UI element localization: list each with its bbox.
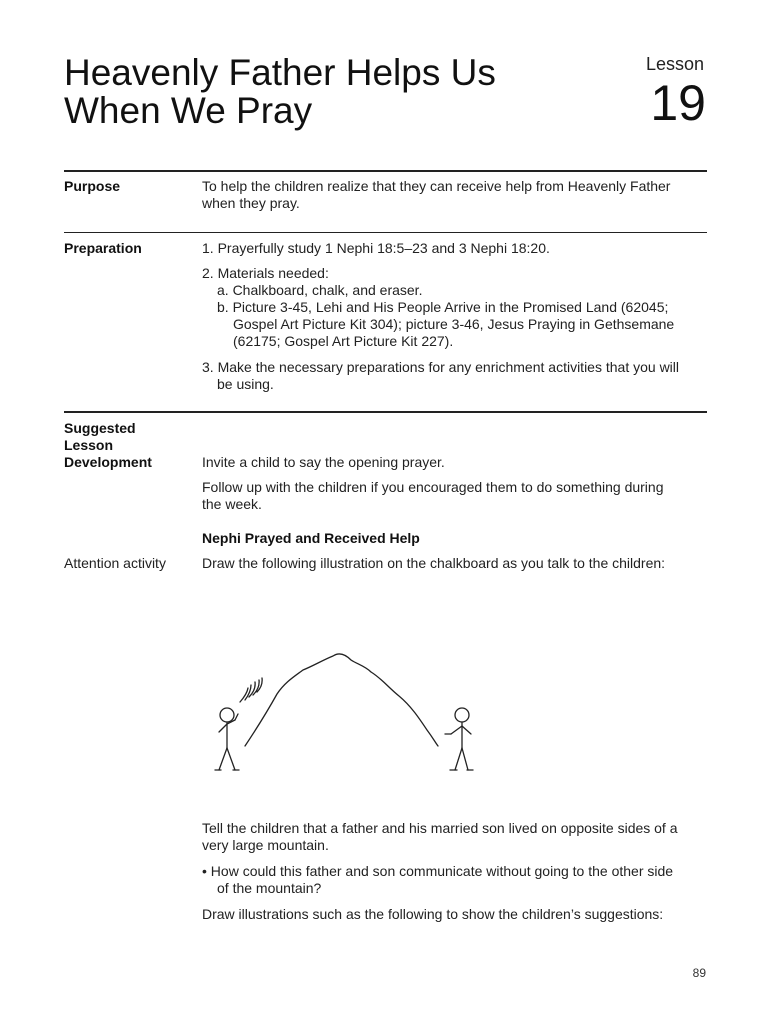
purpose-label: Purpose bbox=[64, 178, 121, 194]
materials-item: a. Chalkboard, chalk, and eraser. bbox=[217, 282, 423, 298]
discussion-question bbox=[202, 863, 702, 897]
materials-item-continued: Gospel Art Picture Kit 304); picture 3-46, Jesus Praying in Gethsemane bbox=[233, 316, 675, 332]
preparation-list bbox=[202, 240, 702, 393]
mountain-illustration bbox=[205, 640, 485, 780]
story-text-line: very large mountain. bbox=[202, 837, 329, 853]
purpose-text bbox=[202, 178, 702, 212]
purpose-text-line: when they pray. bbox=[202, 195, 300, 211]
followup-text-line: the week. bbox=[202, 496, 262, 512]
preparation-item: 3. Make the necessary preparations for any enrichment activities that you will bbox=[202, 359, 680, 375]
section-subheading: Nephi Prayed and Received Help bbox=[202, 530, 420, 546]
preparation-item: 2. Materials needed: bbox=[202, 265, 329, 281]
lesson-title bbox=[64, 54, 496, 130]
preparation-item-continued: be using. bbox=[217, 376, 274, 392]
lesson-title-line-1: Heavenly Father Helps Us bbox=[64, 52, 496, 93]
son-figure bbox=[445, 708, 473, 770]
sound-waves-icon bbox=[240, 678, 262, 702]
preparation-label: Preparation bbox=[64, 240, 142, 256]
attention-activity-label: Attention activity bbox=[64, 555, 166, 571]
father-figure bbox=[215, 708, 239, 770]
draw-suggestions-text: Draw illustrations such as the following to show the children’s suggestions: bbox=[202, 906, 664, 922]
page-number: 89 bbox=[692, 966, 706, 980]
mountain-outline bbox=[245, 654, 438, 746]
lesson-number: 19 bbox=[650, 75, 706, 131]
lesson-label: Lesson bbox=[645, 54, 704, 74]
development-label-line: Lesson bbox=[64, 437, 114, 453]
story-text bbox=[202, 820, 702, 854]
purpose-text-line: To help the children realize that they can receive help from Heavenly Father bbox=[202, 178, 671, 194]
discussion-question-line: • How could this father and son communicate without going to the other side bbox=[202, 863, 674, 879]
divider-rule bbox=[64, 232, 707, 233]
divider-rule bbox=[64, 170, 707, 172]
followup-text bbox=[202, 479, 702, 513]
discussion-question-line: of the mountain? bbox=[217, 880, 322, 896]
attention-activity-text: Draw the following illustration on the chalkboard as you talk to the children: bbox=[202, 555, 666, 571]
lesson-title-line-2: When We Pray bbox=[64, 90, 313, 131]
opening-prayer-text: Invite a child to say the opening prayer. bbox=[202, 454, 445, 470]
divider-rule bbox=[64, 411, 707, 413]
development-label-line: Development bbox=[64, 454, 152, 470]
followup-text-line: Follow up with the children if you encouraged them to do something during bbox=[202, 479, 664, 495]
materials-item: b. Picture 3-45, Lehi and His People Arrive in the Promised Land (62045; bbox=[217, 299, 669, 315]
preparation-item: 1. Prayerfully study 1 Nephi 18:5–23 and 3 Nephi 18:20. bbox=[202, 240, 550, 256]
development-label-line: Suggested bbox=[64, 420, 136, 436]
materials-item-continued: (62175; Gospel Art Picture Kit 227). bbox=[233, 333, 454, 349]
development-label bbox=[64, 420, 152, 471]
story-text-line: Tell the children that a father and his married son lived on opposite sides of a bbox=[202, 820, 678, 836]
